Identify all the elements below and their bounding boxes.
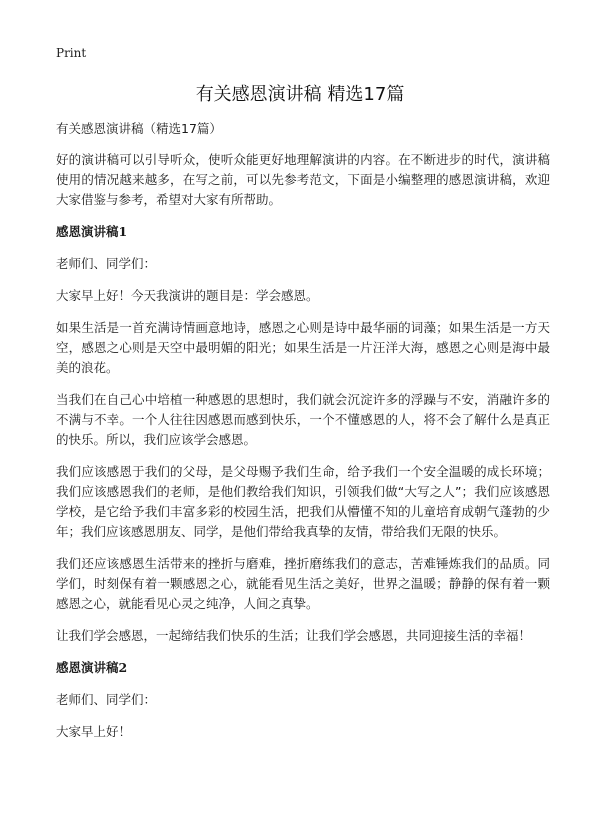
print-link[interactable]: Print <box>56 46 87 60</box>
paragraph: 当我们在自己心中培植一种感恩的思想时，我们就会沉淀许多的浮躁与不安，消融许多的不满与不幸。一个人往往因感恩而感到快乐，一个不懂感恩的人，将不会了解什么是真正的快乐。所以，我们应该学会感恩。 <box>56 392 550 447</box>
section-heading: 感恩演讲稿2 <box>56 660 128 675</box>
intro-paragraph: 好的演讲稿可以引导听众，使听众能更好地理解演讲的内容。在不断进步的时代，演讲稿使用的情况越来越多，在写之前，可以先参考范文，下面是小编整理的感恩演讲稿，欢迎大家借鉴与参考，希望对大家有所帮助。 <box>56 152 550 207</box>
section-heading: 感恩演讲稿1 <box>56 224 128 239</box>
paragraph: 我们应该感恩于我们的父母，是父母赐予我们生命，给予我们一个安全温暖的成长环境；我们应该感恩我们的老师，是他们教给我们知识，引领我们做“大写之人”；我们应该感恩学校，是它给予我们丰富多彩的校园生活，把我们从懵懂不知的儿童培育成朝气蓬勃的少年；我们应该感恩朋友、同学，是他们带给我真挚的友情，带给我们无限的快乐。 <box>56 464 550 539</box>
paragraph: 让我们学会感恩，一起缔结我们快乐的生活；让我们学会感恩，共同迎接生活的幸福！ <box>56 628 532 643</box>
paragraph: 老师们、同学们： <box>56 692 157 707</box>
paragraph: 老师们、同学们： <box>56 256 157 271</box>
paragraph: 大家早上好！今天我演讲的题目是：学会感恩。 <box>56 288 319 303</box>
paragraph: 大家早上好！ <box>56 724 132 739</box>
document-title: 有关感恩演讲稿 精选17篇 <box>195 84 405 105</box>
document-subtitle: 有关感恩演讲稿（精选17篇） <box>56 121 222 136</box>
document-body <box>56 120 550 754</box>
paragraph: 我们还应该感恩生活带来的挫折与磨难，挫折磨练我们的意志，苦难锤炼我们的品质。同学们，时刻保有着一颗感恩之心，就能看见生活之美好，世界之温暖；静静的保有着一颗感恩之心，就能看见心灵之纯净，人间之真挚。 <box>56 556 550 611</box>
paragraph: 如果生活是一首充满诗情画意地诗，感恩之心则是诗中最华丽的词藻；如果生活是一方天空，感恩之心则是天空中最明媚的阳光；如果生活是一片汪洋大海，感恩之心则是海中最美的浪花。 <box>56 320 550 375</box>
